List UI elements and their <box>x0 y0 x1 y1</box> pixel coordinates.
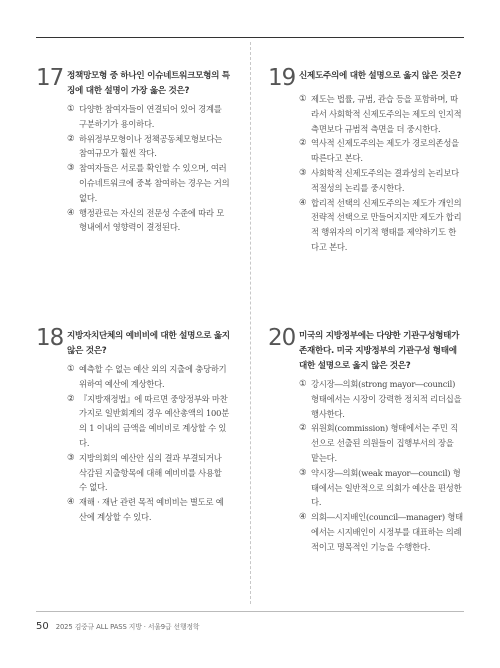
question-number: 20 <box>268 325 296 351</box>
option-mark: ③ <box>67 452 75 463</box>
option-text: 『지방재정법』에 따르면 중앙정부와 마찬가지로 일반회계의 경우 예산총액의 100분의 1 이내의 금액을 예비비로 계상할 수 있다. <box>79 393 230 448</box>
option-list <box>67 362 231 525</box>
option-text: 예측할 수 없는 예산 외의 지출에 충당하기 위하여 예산에 계상한다. <box>79 364 227 389</box>
option-4[interactable] <box>299 510 463 554</box>
page-number: 50 <box>36 621 49 632</box>
option-mark: ② <box>67 393 75 404</box>
top-rule <box>36 37 464 38</box>
option-2[interactable] <box>67 132 231 162</box>
question-number: 18 <box>36 325 64 351</box>
option-1[interactable] <box>299 377 463 421</box>
option-3[interactable] <box>67 161 231 205</box>
page-footer <box>36 621 199 632</box>
question-stem: 미국의 지방정부에는 다양한 기관구성형태가 존재한다. 미국 지방정부의 기관구성 형태에 대한 설명으로 옳지 않은 것은? <box>299 331 460 371</box>
option-text: 지방의회의 예산안 심의 결과 부결되거나 삭감된 지출항목에 대해 예비비를 사용할 수 없다. <box>79 452 222 493</box>
option-1[interactable] <box>67 362 231 392</box>
option-mark: ④ <box>299 197 307 208</box>
question-stem: 지방자치단체의 예비비에 대한 설명으로 옳지 않은 것은? <box>67 331 230 356</box>
question-stem: 신제도주의에 대한 설명으로 옳지 않은 것은? <box>299 71 462 81</box>
running-title: 2025 김중규 ALL PASS 지방 · 서울9급 선행정학 <box>55 623 200 631</box>
option-text: 다양한 참여자들이 연결되어 있어 경계를 구분하기가 용이하다. <box>79 104 222 129</box>
option-4[interactable] <box>67 495 231 525</box>
option-mark: ② <box>67 133 75 144</box>
option-2[interactable] <box>299 136 463 166</box>
option-mark: ① <box>67 104 75 114</box>
option-mark: ① <box>299 94 307 104</box>
option-list <box>67 102 231 235</box>
option-list <box>299 377 463 555</box>
option-4[interactable] <box>67 206 231 236</box>
option-3[interactable] <box>299 166 463 196</box>
option-2[interactable] <box>67 392 231 451</box>
option-1[interactable] <box>299 92 463 136</box>
question-20 <box>268 326 463 555</box>
option-mark: ② <box>299 138 307 149</box>
option-text: 사회학적 신제도주의는 결과성의 논리보다 적절성의 논리를 중시한다. <box>311 167 459 193</box>
option-mark: ① <box>299 379 307 389</box>
option-text: 합리적 선택의 신제도주의는 제도가 개인의 전략적 선택으로 만들어지지만 제도가 합리적 행위자의 이기적 행태를 제약하기도 한다고 본다. <box>311 197 462 252</box>
question-19 <box>268 66 463 255</box>
option-mark: ③ <box>299 467 307 478</box>
option-text: 제도는 법률, 규범, 관습 등을 포함하며, 따라서 사회학적 신제도주의는 제도의 인지적 측면보다 규범적 측면을 더 중시한다. <box>311 94 462 134</box>
option-3[interactable] <box>67 451 231 495</box>
option-mark: ④ <box>67 497 75 508</box>
column-divider <box>250 42 251 604</box>
option-text: 하위정부모형이나 정책공동체모형보다는 참여규모가 훨씬 작다. <box>79 133 223 159</box>
option-2[interactable] <box>299 421 463 465</box>
option-mark: ④ <box>299 512 307 523</box>
question-number: 19 <box>268 65 296 91</box>
option-text: 약시장―의회(weak mayor―council) 형태에서는 일반적으로 의회가 예산을 편성한다. <box>311 467 462 508</box>
option-text: 역사적 신제도주의는 제도가 경로의존성을 따른다고 본다. <box>311 138 459 164</box>
option-text: 위원회(commission) 형태에서는 주민 직선으로 선출된 의원들이 집행부서의 장을 맡는다. <box>311 423 458 463</box>
bottom-rule <box>36 611 464 612</box>
option-text: 강시장―의회(strong mayor―council) 형태에서는 시장이 강력한 정치적 리더십을 행사한다. <box>311 379 462 419</box>
option-mark: ① <box>67 364 75 374</box>
option-mark: ② <box>299 423 307 434</box>
question-18 <box>36 326 231 525</box>
option-mark: ③ <box>67 163 75 174</box>
option-list <box>299 92 463 255</box>
option-mark: ③ <box>299 167 307 178</box>
option-mark: ④ <box>67 207 75 218</box>
option-1[interactable] <box>67 102 231 132</box>
option-text: 행정관료는 자신의 전문성 수준에 따라 모형내에서 영향력이 결정된다. <box>79 207 225 233</box>
option-text: 의회―시지배인(council―manager) 형태에서는 시지배인이 시정부를 대표하는 의례적이고 명목적인 기능을 수행한다. <box>311 512 463 552</box>
option-text: 재해 · 재난 관련 목적 예비비는 별도로 예산에 계상할 수 있다. <box>79 497 224 522</box>
question-number: 17 <box>36 65 64 91</box>
option-4[interactable] <box>299 196 463 255</box>
question-17 <box>36 66 231 235</box>
question-stem: 정책망모형 중 하나인 이슈네트워크모형의 특징에 대한 설명이 가장 옳은 것은? <box>67 71 230 96</box>
option-3[interactable] <box>299 466 463 510</box>
option-text: 참여자들은 서로를 확인할 수 있으며, 여러 이슈네트워크에 중복 참여하는 경우는 거의 없다. <box>79 163 230 203</box>
